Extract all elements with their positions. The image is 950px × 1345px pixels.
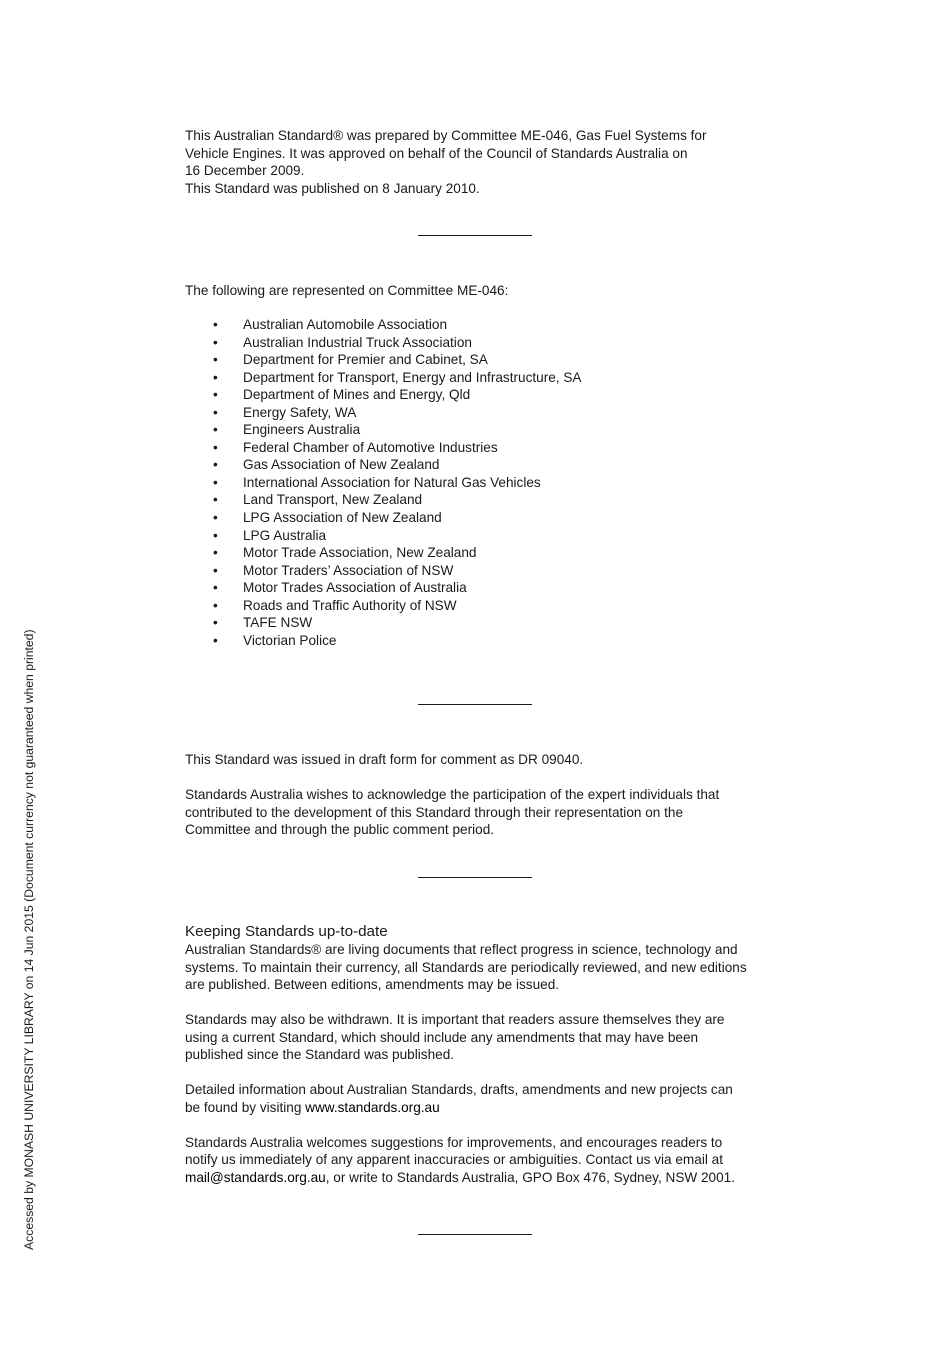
living-documents-line-1: Australian Standards® are living documents that reflect progress in science, technology and	[185, 942, 738, 957]
committee-member-item	[185, 474, 785, 492]
suggestions-line-3	[185, 1169, 775, 1187]
committee-intro	[185, 282, 775, 300]
committee-member-name: Australian Industrial Truck Association	[243, 334, 472, 350]
committee-member-item	[185, 316, 785, 334]
committee-member-name: Victorian Police	[243, 632, 337, 648]
committee-member-item	[185, 334, 785, 352]
withdrawn-line-3: published since the Standard was published.	[185, 1047, 455, 1062]
committee-member-item	[185, 386, 785, 404]
keeping-up-to-date-section	[185, 922, 775, 1186]
committee-member-name: Australian Automobile Association	[243, 317, 448, 332]
committee-member-item	[185, 527, 785, 545]
section-divider	[418, 235, 532, 236]
committee-member-item	[185, 404, 785, 422]
committee-member-item	[185, 491, 785, 509]
committee-member-item	[185, 562, 785, 580]
committee-member-name: Engineers Australia	[243, 422, 361, 438]
bullet-icon: •	[213, 580, 218, 596]
bullet-icon: •	[213, 545, 218, 561]
committee-member-item	[185, 632, 785, 650]
detailed-info-prefix: be found by visiting	[185, 1099, 306, 1115]
committee-member-item	[185, 509, 785, 527]
committee-member-name: Land Transport, New Zealand	[243, 492, 423, 508]
draft-issued-text: This Standard was issued in draft form for comment as DR 09040.	[185, 752, 584, 767]
bullet-icon: •	[213, 439, 218, 455]
bullet-icon: •	[213, 597, 218, 613]
committee-intro-text: The following are represented on Committee ME-046:	[185, 283, 509, 298]
committee-member-item	[185, 369, 785, 387]
acknowledgement-line-2: contributed to the development of this Standard through their representation on the	[185, 804, 684, 820]
committee-member-name: LPG Association of New Zealand	[243, 510, 442, 526]
committee-member-name: LPG Australia	[243, 527, 327, 543]
detailed-info-line-2	[185, 1099, 775, 1117]
living-documents-line-2: systems. To maintain their currency, all Standards are periodically reviewed, and new editions	[185, 959, 747, 975]
draft-info	[185, 751, 775, 839]
section-divider	[418, 704, 532, 705]
committee-member-name: International Association for Natural Gas Vehicles	[243, 474, 541, 490]
bullet-icon: •	[213, 632, 218, 648]
bullet-icon: •	[213, 404, 218, 420]
access-watermark: Accessed by MONASH UNIVERSITY LIBRARY on 14 Jun 2015 (Document currency not guaranteed when printed)	[22, 629, 36, 1250]
bullet-icon: •	[213, 369, 218, 385]
bullet-icon: •	[213, 492, 218, 508]
committee-member-item	[185, 579, 785, 597]
committee-member-item	[185, 544, 785, 562]
publication-date: This Standard was published on 8 January 2010.	[185, 180, 480, 196]
committee-member-item	[185, 351, 785, 369]
email-link[interactable]: mail@standards.org.au	[185, 1169, 326, 1185]
committee-member-item	[185, 456, 785, 474]
detailed-info-line-1: Detailed information about Australian Standards, drafts, amendments and new projects can	[185, 1082, 733, 1097]
bullet-icon: •	[213, 615, 218, 631]
committee-member-name: Department for Transport, Energy and Infrastructure, SA	[243, 369, 582, 385]
website-link[interactable]: www.standards.org.au	[305, 1099, 440, 1115]
committee-member-name: Energy Safety, WA	[243, 404, 357, 420]
acknowledgement-line-1: Standards Australia wishes to acknowledge the participation of the expert individuals that	[185, 787, 720, 802]
bullet-icon: •	[213, 387, 218, 403]
committee-member-name: Motor Traders’ Association of NSW	[243, 562, 454, 578]
suggestions-line-2: notify us immediately of any apparent inaccuracies or ambiguities. Contact us via email at	[185, 1152, 723, 1167]
bullet-icon: •	[213, 510, 218, 526]
suggestions-line-1: Standards Australia welcomes suggestions for improvements, and encourages readers to	[185, 1134, 723, 1150]
committee-member-name: Motor Trade Association, New Zealand	[243, 545, 477, 561]
bullet-icon: •	[213, 562, 218, 578]
section-divider	[418, 877, 532, 878]
approval-line-1: This Australian Standard® was prepared by Committee ME-046, Gas Fuel Systems for	[185, 128, 707, 143]
approval-line-3: 16 December 2009.	[185, 163, 305, 178]
acknowledgement-line-3: Committee and through the public comment period.	[185, 822, 495, 837]
bullet-icon: •	[213, 527, 218, 543]
committee-member-item	[185, 421, 785, 439]
postal-address-text: , or write to Standards Australia, GPO Box 476, Sydney, NSW 2001.	[325, 1169, 736, 1185]
withdrawn-line-2: using a current Standard, which should include any amendments that may have been	[185, 1029, 699, 1045]
section-divider	[418, 1234, 532, 1235]
committee-member-name: TAFE NSW	[243, 615, 313, 631]
committee-member-name: Federal Chamber of Automotive Industries	[243, 439, 498, 455]
committee-member-item	[185, 597, 785, 615]
bullet-icon: •	[213, 317, 218, 332]
committee-member-list	[185, 316, 785, 649]
bullet-icon: •	[213, 334, 218, 350]
bullet-icon: •	[213, 422, 218, 438]
committee-member-name: Motor Trades Association of Australia	[243, 580, 467, 596]
bullet-icon: •	[213, 457, 218, 473]
committee-member-name: Department for Premier and Cabinet, SA	[243, 352, 488, 368]
committee-member-name: Department of Mines and Energy, Qld	[243, 387, 471, 403]
committee-member-name: Gas Association of New Zealand	[243, 457, 440, 473]
committee-member-item	[185, 614, 785, 632]
committee-member-item	[185, 439, 785, 457]
bullet-icon: •	[213, 474, 218, 490]
living-documents-line-3: are published. Between editions, amendments may be issued.	[185, 977, 560, 992]
bullet-icon: •	[213, 352, 218, 368]
committee-member-name: Roads and Traffic Authority of NSW	[243, 597, 457, 613]
section-heading: Keeping Standards up-to-date	[185, 923, 388, 940]
withdrawn-line-1: Standards may also be withdrawn. It is important that readers assure themselves they are	[185, 1012, 725, 1027]
approval-statement	[185, 127, 775, 197]
approval-line-2: Vehicle Engines. It was approved on behalf of the Council of Standards Australia on	[185, 145, 688, 161]
